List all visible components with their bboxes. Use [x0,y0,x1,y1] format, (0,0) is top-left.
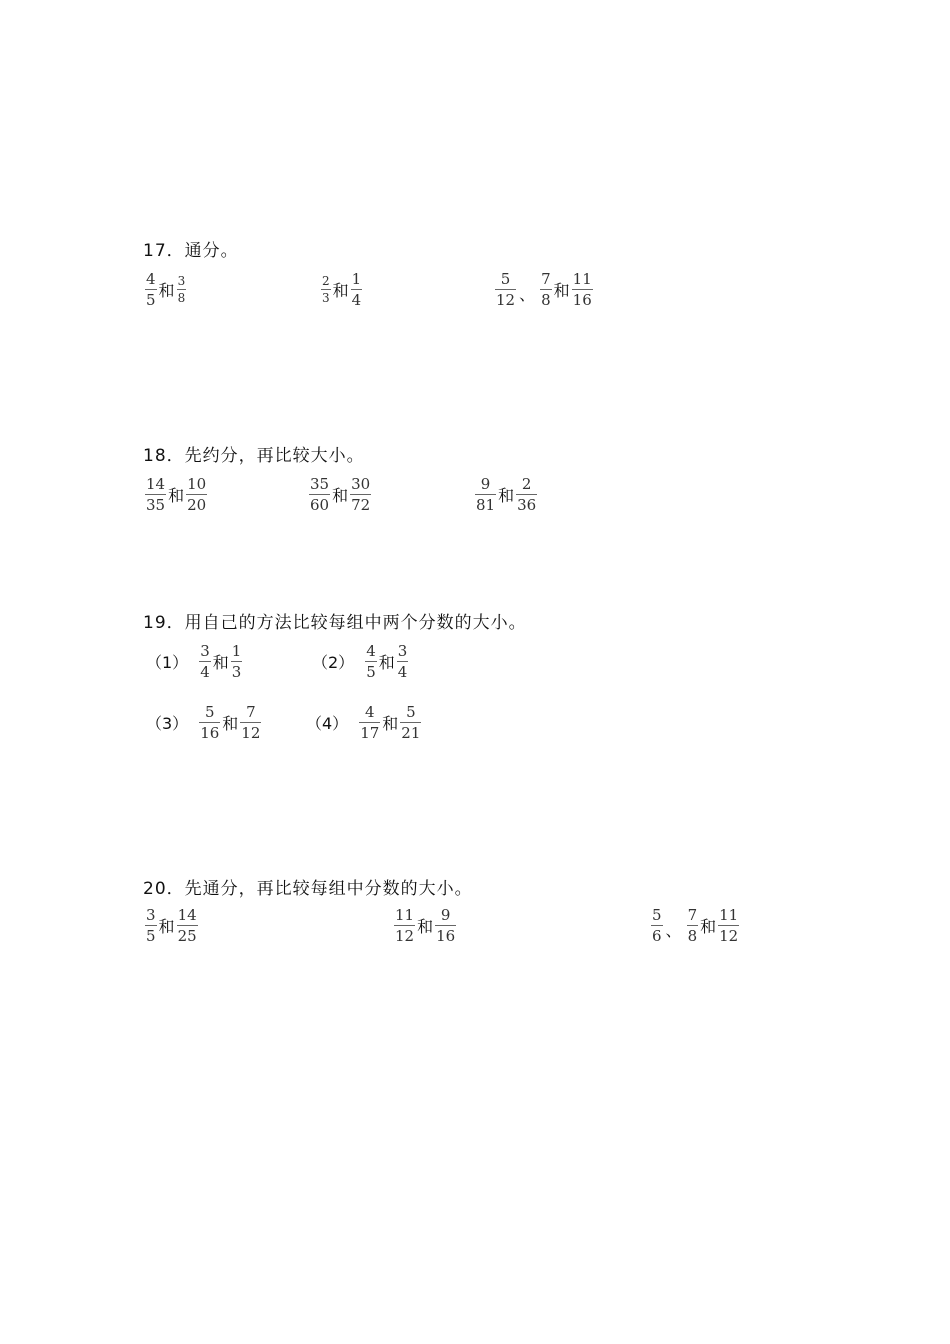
fraction-denominator: 5 [146,291,156,309]
conjunction-text: 和 [332,486,349,505]
question-17-item [144,270,187,309]
fraction-denominator: 16 [436,927,456,945]
fraction [351,270,363,309]
fraction-numerator: 3 [200,642,210,660]
fraction-bar [177,289,187,290]
separator-text: 、 [519,285,536,304]
fraction-bar [495,289,516,290]
fraction-numerator: 35 [310,475,330,493]
fraction-denominator: 8 [541,291,551,309]
question-20-title: 20．先通分，再比较每组中分数的大小。 [143,879,473,899]
fraction-denominator: 60 [310,496,330,514]
fraction-bar [394,925,415,926]
fraction-denominator: 12 [241,724,261,742]
fraction-bar [651,925,663,926]
conjunction-text: 和 [382,714,399,733]
fraction-bar [718,925,739,926]
fraction-numerator: 10 [187,475,207,493]
conjunction-text: 和 [168,486,185,505]
fraction-numerator: 4 [364,703,375,721]
fraction-bar [199,722,220,723]
fraction [145,270,157,309]
fraction-denominator: 25 [177,927,197,945]
fraction [516,475,537,514]
fraction-numerator: 5 [652,906,662,924]
fraction-bar [231,661,243,662]
fraction-denominator: 5 [366,663,376,681]
conjunction-text: 和 [417,917,434,936]
conjunction-text: 和 [212,653,229,672]
fraction [145,906,157,945]
fraction-numerator: 9 [440,906,451,924]
question-19-item [306,703,422,742]
fraction-bar [516,494,537,495]
question-19-title: 19．用自己的方法比较每组中两个分数的大小。 [143,613,527,633]
question-20-item [144,906,199,945]
fraction-numerator: 11 [572,270,592,288]
fraction-bar [435,925,456,926]
fraction-denominator: 16 [200,724,220,742]
fraction-numerator: 3 [146,906,156,924]
fraction-numerator: 11 [395,906,415,924]
question-17-title: 17．通分。 [143,241,239,261]
fraction [359,703,380,742]
fraction [651,906,663,945]
question-19-item [146,642,243,681]
fraction [540,270,552,309]
conjunction-text: 和 [332,281,349,300]
fraction [199,642,211,681]
fraction [199,703,220,742]
conjunction-text: 和 [498,486,515,505]
fraction-denominator: 4 [397,663,408,681]
fraction-denominator: 72 [351,496,371,514]
fraction-denominator: 6 [652,927,662,945]
fraction [435,906,456,945]
fraction-numerator: 7 [541,270,551,288]
fraction [495,270,516,309]
question-17-item [494,270,594,309]
fraction-bar [400,722,421,723]
fraction-denominator: 4 [200,663,210,681]
fraction [177,906,198,945]
fraction-bar [145,494,166,495]
fraction-denominator: 35 [146,496,166,514]
fraction-denominator: 17 [360,724,380,742]
fraction [350,475,371,514]
fraction [394,906,415,945]
fraction-numerator: 5 [204,703,215,721]
fraction [365,642,377,681]
conjunction-text: 和 [222,714,239,733]
fraction [240,703,261,742]
fraction-numerator: 4 [146,270,156,288]
fraction-bar [397,661,409,662]
fraction-numerator: 2 [521,475,532,493]
fraction-numerator: 5 [406,703,416,721]
fraction-denominator: 12 [395,927,415,945]
fraction-numerator: 11 [719,906,739,924]
fraction-bar [321,289,331,290]
fraction-numerator: 14 [146,475,166,493]
item-label: （1） [146,653,189,672]
fraction-bar [350,494,371,495]
conjunction-text: 和 [700,917,717,936]
fraction-numerator: 3 [397,642,408,660]
question-20-item [393,906,457,945]
conjunction-text: 和 [553,281,570,300]
fraction-bar [359,722,380,723]
fraction-bar [540,289,552,290]
fraction-bar [351,289,363,290]
fraction-denominator: 81 [476,496,496,514]
fraction-denominator: 5 [146,927,156,945]
fraction [231,642,243,681]
fraction-numerator: 5 [500,270,511,288]
question-19-item [146,703,262,742]
conjunction-text: 和 [158,281,175,300]
fraction-numerator: 3 [177,274,186,288]
fraction-bar [572,289,593,290]
conjunction-text: 和 [158,917,175,936]
question-19-item [312,642,409,681]
fraction-bar [309,494,330,495]
fraction-bar [365,661,377,662]
fraction-bar [186,494,207,495]
fraction [186,475,207,514]
fraction-denominator: 36 [517,496,537,514]
fraction-numerator: 7 [246,703,256,721]
fraction-denominator: 3 [322,291,330,305]
fraction-numerator: 14 [177,906,197,924]
fraction [397,642,409,681]
fraction-denominator: 20 [187,496,207,514]
fraction [475,475,496,514]
fraction-numerator: 30 [351,475,371,493]
fraction [321,274,331,305]
fraction-bar [199,661,211,662]
question-18-title: 18．先约分，再比较大小。 [143,446,365,466]
fraction-bar [687,925,699,926]
conjunction-text: 和 [378,653,395,672]
fraction [309,475,330,514]
fraction-numerator: 7 [687,906,698,924]
fraction [572,270,593,309]
fraction-bar [177,925,198,926]
question-18-item [474,475,538,514]
fraction-denominator: 12 [496,291,516,309]
question-17-item [320,270,363,309]
fraction-denominator: 8 [687,927,698,945]
fraction-numerator: 9 [480,475,491,493]
fraction [177,274,187,305]
fraction-bar [145,925,157,926]
item-label: （2） [312,653,355,672]
item-label: （3） [146,714,189,733]
fraction-numerator: 1 [351,270,362,288]
fraction-numerator: 2 [322,274,330,288]
fraction [718,906,739,945]
item-label: （4） [306,714,349,733]
question-18-item [144,475,208,514]
fraction-numerator: 1 [231,642,242,660]
fraction [400,703,421,742]
question-18-item [308,475,372,514]
fraction-denominator: 3 [231,663,242,681]
fraction-bar [240,722,261,723]
question-20-item [650,906,740,945]
fraction-bar [475,494,496,495]
fraction [687,906,699,945]
fraction-denominator: 8 [177,291,186,305]
fraction-bar [145,289,157,290]
fraction [145,475,166,514]
fraction-denominator: 16 [572,291,592,309]
separator-text: 、 [665,921,682,940]
fraction-denominator: 12 [719,927,739,945]
fraction-numerator: 4 [366,642,376,660]
fraction-denominator: 4 [351,291,362,309]
fraction-denominator: 21 [401,724,421,742]
